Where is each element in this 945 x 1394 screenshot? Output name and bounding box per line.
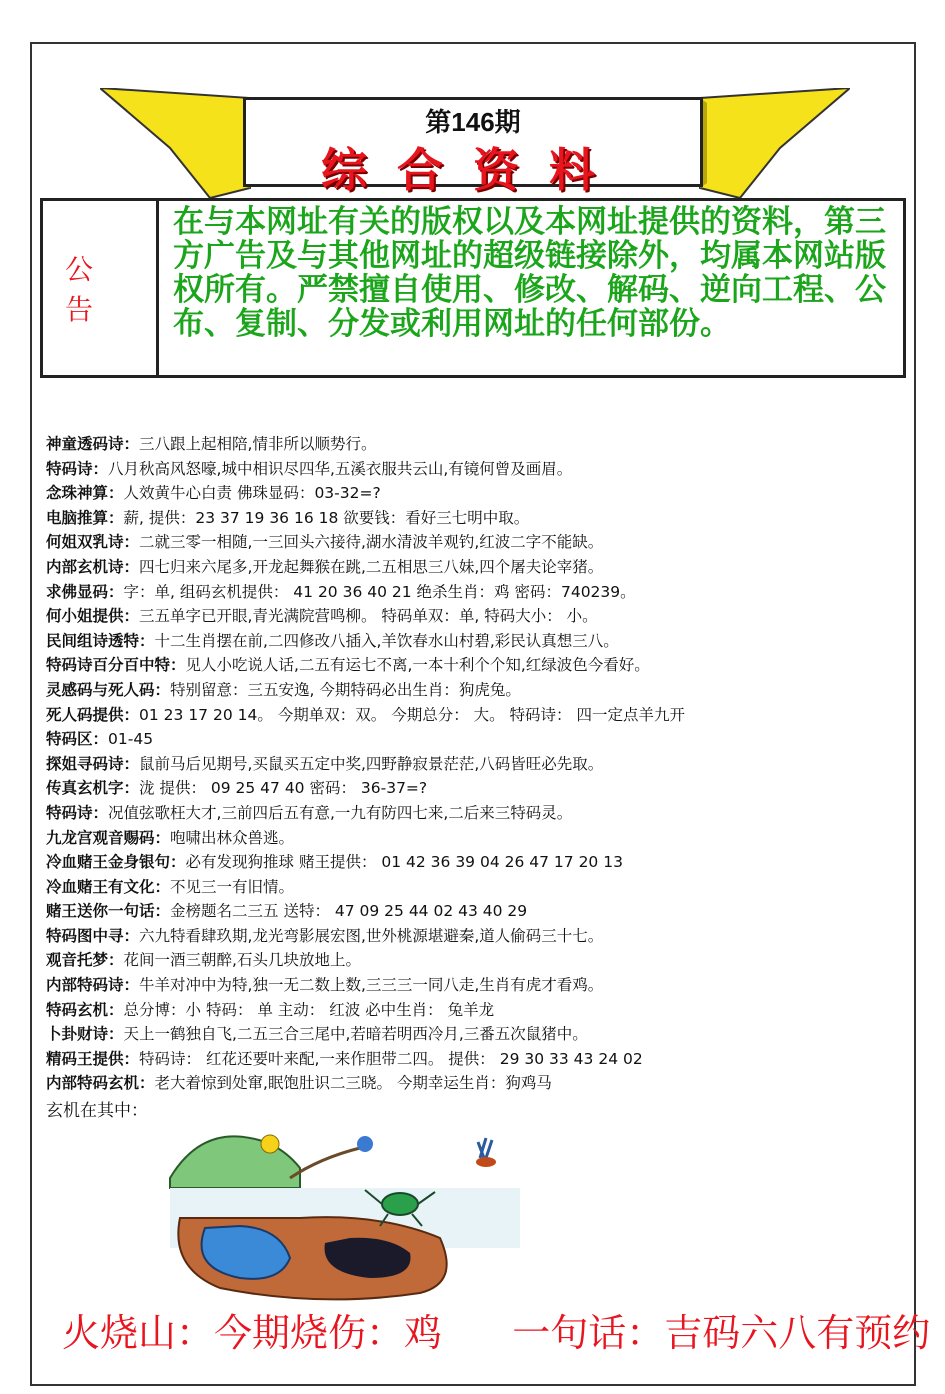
info-line-key: 精码王提供： bbox=[46, 1049, 140, 1068]
footer-line bbox=[62, 1302, 931, 1357]
info-line-key: 观音托梦： bbox=[46, 951, 124, 970]
info-line bbox=[46, 530, 906, 555]
notice-label: 公告 bbox=[43, 201, 159, 375]
info-line-value: 总分博：小 特码： 单 主动： 红波 必中生肖： 兔羊龙 bbox=[123, 1000, 495, 1019]
info-line-value: 薪, 提供：23 37 19 36 16 18 欲要钱：看好三七明中取。 bbox=[123, 508, 530, 527]
info-line-key: 特码玄机： bbox=[46, 1000, 124, 1019]
page-title: 综合资料 bbox=[321, 143, 625, 197]
info-line-key: 冷血赌王有文化： bbox=[46, 877, 171, 896]
info-line-value: 人效黄牛心白责 佛珠显码：03-32=? bbox=[123, 484, 381, 503]
info-line bbox=[46, 432, 906, 457]
info-lines bbox=[46, 432, 906, 1096]
info-line bbox=[46, 1047, 906, 1072]
info-line-key: 内部特码诗： bbox=[46, 976, 140, 995]
info-line-value: 鼠前马后见期号,买鼠买五定中奖,四野静寂景茫茫,八码皆旺必先取。 bbox=[139, 754, 604, 773]
info-line-value: 01-45 bbox=[108, 730, 154, 749]
info-line-key: 神童透码诗： bbox=[46, 435, 140, 453]
info-line-value: 花间一酒三朝醉,石头几块放地上。 bbox=[123, 951, 361, 970]
info-line-key: 求佛显码： bbox=[46, 582, 124, 601]
info-line-value: 咆啸出林众兽逃。 bbox=[170, 828, 295, 847]
info-line bbox=[46, 555, 906, 580]
title-box bbox=[243, 97, 703, 197]
info-line bbox=[46, 727, 906, 752]
info-line-key: 特码图中寻： bbox=[46, 926, 140, 945]
riddle-label: 玄机在其中： bbox=[46, 1101, 148, 1121]
info-line bbox=[46, 703, 906, 728]
info-line-value: 二就三零一相随,一三回头六接待,湖水清波羊观钓,红波二字不能缺。 bbox=[139, 533, 604, 552]
info-line-key: 何小姐提供： bbox=[46, 607, 140, 626]
info-line-key: 特码诗百分百中特： bbox=[46, 656, 186, 675]
info-line bbox=[46, 875, 906, 900]
info-line-value: 八月秋高风怒嚎,城中相识尽四华,五溪衣服共云山,有镜何曾及画眉。 bbox=[108, 459, 573, 478]
info-line-key: 传真玄机字： bbox=[46, 779, 140, 798]
info-line-value: 牛羊对冲中为特,独一无二数上数,三三三一同八走,生肖有虎才看鸡。 bbox=[139, 976, 604, 995]
info-line-key: 念珠神算： bbox=[46, 484, 124, 503]
info-line-value: 十二生肖摆在前,二四修改八插入,羊饮春水山村碧,彩民认真想三八。 bbox=[154, 631, 619, 650]
info-line bbox=[46, 1071, 906, 1096]
info-line-key: 灵感码与死人码： bbox=[46, 680, 171, 699]
info-line-key: 赌王送你一句话： bbox=[46, 902, 171, 921]
info-line-value: 01 23 17 20 14。 今期单双：双。 今期总分： 大。 特码诗： 四一定点羊九开 bbox=[139, 705, 685, 724]
info-line-key: 内部特码玄机： bbox=[46, 1074, 155, 1093]
info-line bbox=[46, 752, 906, 777]
crab-pond-illustration bbox=[160, 1118, 520, 1308]
info-line bbox=[46, 899, 906, 924]
info-line bbox=[46, 801, 906, 826]
info-line-value: 见人小吃说人话,二五有运七不离,一本十利个个知,红绿波色今看好。 bbox=[185, 656, 650, 675]
issue-number: 第146期 bbox=[425, 107, 521, 137]
info-line-value: 特码诗： 红花还要叶来配,一来作胆带二四。 提供： 29 30 33 43 24 02 bbox=[139, 1049, 643, 1068]
info-line bbox=[46, 653, 906, 678]
info-line bbox=[46, 776, 906, 801]
info-line-key: 九龙宫观音赐码： bbox=[46, 828, 171, 847]
info-line-value: 况值弦歌枉大才,三前四后五有意,一九有防四七来,二后来三特码灵。 bbox=[108, 803, 573, 822]
info-line bbox=[46, 998, 906, 1023]
info-line-value: 特别留意：三五安逸, 今期特码必出生肖：狗虎兔。 bbox=[170, 680, 521, 699]
info-line bbox=[46, 948, 906, 973]
info-line-value: 不见三一有旧情。 bbox=[170, 877, 295, 896]
info-line-value: 金榜题名二三五 送特： 47 09 25 44 02 43 40 29 bbox=[170, 902, 528, 921]
info-line-key: 电脑推算： bbox=[46, 508, 124, 527]
info-line bbox=[46, 850, 906, 875]
notice-text: 在与本网址有关的版权以及本网址提供的资料，第三方广告及与其他网址的超级链接除外，均属本网站版权所有。严禁擅自使用、修改、解码、逆向工程、公布、复制、分发或利用网址的任何部份。 bbox=[173, 204, 886, 342]
info-line-value: 三五单字已开眼,青光满院营鸣柳。 特码单双：单, 特码大小： 小。 bbox=[139, 607, 598, 626]
info-line-key: 特码诗： bbox=[46, 803, 109, 822]
info-line-value: 四七归来六尾多,开龙起舞猴在跳,二五相思三八妹,四个屠夫论宰猪。 bbox=[139, 557, 604, 576]
footer-left: 火烧山：今期烧伤：鸡 bbox=[62, 1311, 443, 1355]
info-line bbox=[46, 629, 906, 654]
info-line-key: 民间组诗透特： bbox=[46, 631, 155, 650]
info-line-key: 探姐寻码诗： bbox=[46, 754, 140, 773]
info-line-value: 老大着惊到处窜,眠饱肚识二三晓。 今期幸运生肖：狗鸡马 bbox=[154, 1074, 552, 1093]
info-line-key: 特码区： bbox=[46, 730, 109, 749]
info-line-value: 三八跟上起相陪,情非所以顺势行。 bbox=[139, 435, 377, 453]
info-line bbox=[46, 826, 906, 851]
info-line-value: 泷 提供： 09 25 47 40 密码： 36-37=? bbox=[139, 779, 428, 798]
info-line-key: 卜卦财诗： bbox=[46, 1025, 124, 1044]
info-line bbox=[46, 506, 906, 531]
info-line bbox=[46, 457, 906, 482]
info-line bbox=[46, 924, 906, 949]
info-line bbox=[46, 1022, 906, 1047]
info-line bbox=[46, 973, 906, 998]
footer-right: 一句话：吉码六八有预约 bbox=[512, 1311, 931, 1355]
info-line-value: 字：单, 组码玄机提供： 41 20 36 40 21 绝杀生肖：鸡 密码：740239。 bbox=[123, 582, 636, 601]
info-line-key: 特码诗： bbox=[46, 459, 109, 478]
info-line-key: 冷血赌王金身银句： bbox=[46, 853, 186, 872]
info-line-value: 天上一鹤独自飞,二五三合三尾中,若暗若明西冷月,三番五次鼠猪中。 bbox=[123, 1025, 588, 1044]
info-line bbox=[46, 481, 906, 506]
info-line bbox=[46, 580, 906, 605]
info-line-key: 何姐双乳诗： bbox=[46, 533, 140, 552]
info-line-key: 死人码提供： bbox=[46, 705, 140, 724]
notice-box bbox=[40, 198, 906, 378]
info-line-value: 必有发现狗推球 赌王提供： 01 42 36 39 04 26 47 17 20 13 bbox=[185, 853, 623, 872]
info-line-key: 内部玄机诗： bbox=[46, 557, 140, 576]
info-line bbox=[46, 604, 906, 629]
info-line-value: 六九特看肆玖期,龙光弯影展宏图,世外桃源堪避秦,道人偷码三十七。 bbox=[139, 926, 604, 945]
info-line bbox=[46, 678, 906, 703]
